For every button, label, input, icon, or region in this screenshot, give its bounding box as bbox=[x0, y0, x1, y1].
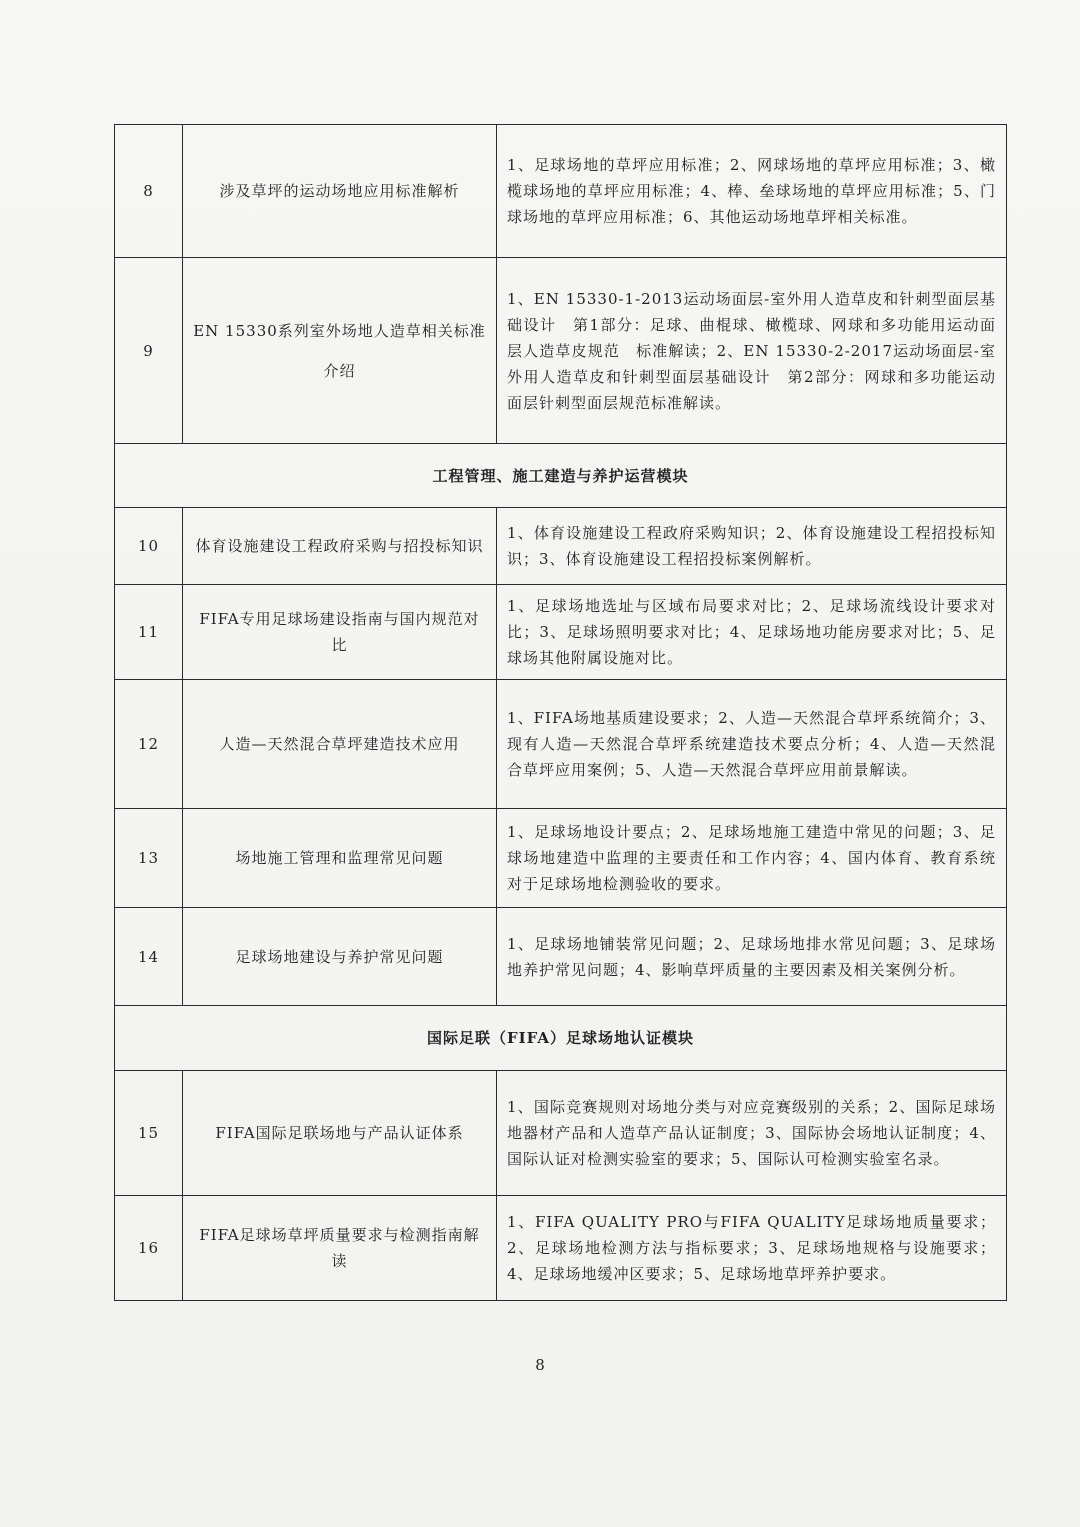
table-row bbox=[115, 1196, 1007, 1301]
row-number: 11 bbox=[115, 585, 183, 680]
section-row bbox=[115, 444, 1007, 508]
course-title: 场地施工管理和监理常见问题 bbox=[183, 809, 497, 908]
course-content: 1、足球场地铺装常见问题；2、足球场地排水常见问题；3、足球场地养护常见问题；4、影响草坪质量的主要因素及相关案例分析。 bbox=[497, 908, 1007, 1006]
course-content: 1、足球场地选址与区域布局要求对比；2、足球场流线设计要求对比；3、足球场照明要求对比；4、足球场地功能房要求对比；5、足球场其他附属设施对比。 bbox=[497, 585, 1007, 680]
course-title: FIFA国际足联场地与产品认证体系 bbox=[183, 1071, 497, 1196]
course-title: FIFA专用足球场建设指南与国内规范对比 bbox=[183, 585, 497, 680]
section-row bbox=[115, 1006, 1007, 1071]
course-title: 体育设施建设工程政府采购与招投标知识 bbox=[183, 508, 497, 585]
course-title: FIFA足球场草坪质量要求与检测指南解读 bbox=[183, 1196, 497, 1301]
table-row bbox=[115, 809, 1007, 908]
course-content: 1、足球场地设计要点；2、足球场地施工建造中常见的问题；3、足球场地建造中监理的主要责任和工作内容；4、国内体育、教育系统对于足球场地检测验收的要求。 bbox=[497, 809, 1007, 908]
row-number: 12 bbox=[115, 680, 183, 809]
course-content: 1、国际竞赛规则对场地分类与对应竞赛级别的关系；2、国际足球场地器材产品和人造草产品认证制度；3、国际协会场地认证制度；4、国际认证对检测实验室的要求；5、国际认可检测实验室名录。 bbox=[497, 1071, 1007, 1196]
course-content: 1、体育设施建设工程政府采购知识；2、体育设施建设工程招投标知识；3、体育设施建设工程招投标案例解析。 bbox=[497, 508, 1007, 585]
row-number: 9 bbox=[115, 258, 183, 444]
table-row bbox=[115, 908, 1007, 1006]
course-content: 1、EN 15330-1-2013运动场面层-室外用人造草皮和针刺型面层基础设计 第1部分：足球、曲棍球、橄榄球、网球和多功能用运动面层人造草皮规范 标准解读；2、EN 15330-2-2017运动场面层-室外用人造草皮和针刺型面层基础设计 第2部分：网球和多功能运动面层针刺型面层规范标准解读。 bbox=[497, 258, 1007, 444]
page-number: 8 bbox=[535, 1356, 545, 1374]
course-title: 足球场地建设与养护常见问题 bbox=[183, 908, 497, 1006]
course-content: 1、足球场地的草坪应用标准；2、网球场地的草坪应用标准；3、橄榄球场地的草坪应用标准；4、棒、垒球场地的草坪应用标准；5、门球场地的草坪应用标准；6、其他运动场地草坪相关标准。 bbox=[497, 125, 1007, 258]
course-title: 人造—天然混合草坪建造技术应用 bbox=[183, 680, 497, 809]
table-row bbox=[115, 508, 1007, 585]
table-row bbox=[115, 680, 1007, 809]
row-number: 13 bbox=[115, 809, 183, 908]
table-row bbox=[115, 585, 1007, 680]
section-title: 工程管理、施工建造与养护运营模块 bbox=[115, 444, 1007, 508]
row-number: 15 bbox=[115, 1071, 183, 1196]
course-content: 1、FIFA QUALITY PRO与FIFA QUALITY足球场地质量要求；2、足球场地检测方法与指标要求；3、足球场地规格与设施要求；4、足球场地缓冲区要求；5、足球场地草坪养护要求。 bbox=[497, 1196, 1007, 1301]
row-number: 8 bbox=[115, 125, 183, 258]
section-title: 国际足联（FIFA）足球场地认证模块 bbox=[115, 1006, 1007, 1071]
row-number: 10 bbox=[115, 508, 183, 585]
course-table bbox=[114, 124, 1007, 1301]
course-title: EN 15330系列室外场地人造草相关标准介绍 bbox=[183, 258, 497, 444]
row-number: 14 bbox=[115, 908, 183, 1006]
table-row bbox=[115, 125, 1007, 258]
table-row bbox=[115, 258, 1007, 444]
course-content: 1、FIFA场地基质建设要求；2、人造—天然混合草坪系统简介；3、现有人造—天然混合草坪系统建造技术要点分析；4、人造—天然混合草坪应用案例；5、人造—天然混合草坪应用前景解读。 bbox=[497, 680, 1007, 809]
table-row bbox=[115, 1071, 1007, 1196]
course-title: 涉及草坪的运动场地应用标准解析 bbox=[183, 125, 497, 258]
row-number: 16 bbox=[115, 1196, 183, 1301]
